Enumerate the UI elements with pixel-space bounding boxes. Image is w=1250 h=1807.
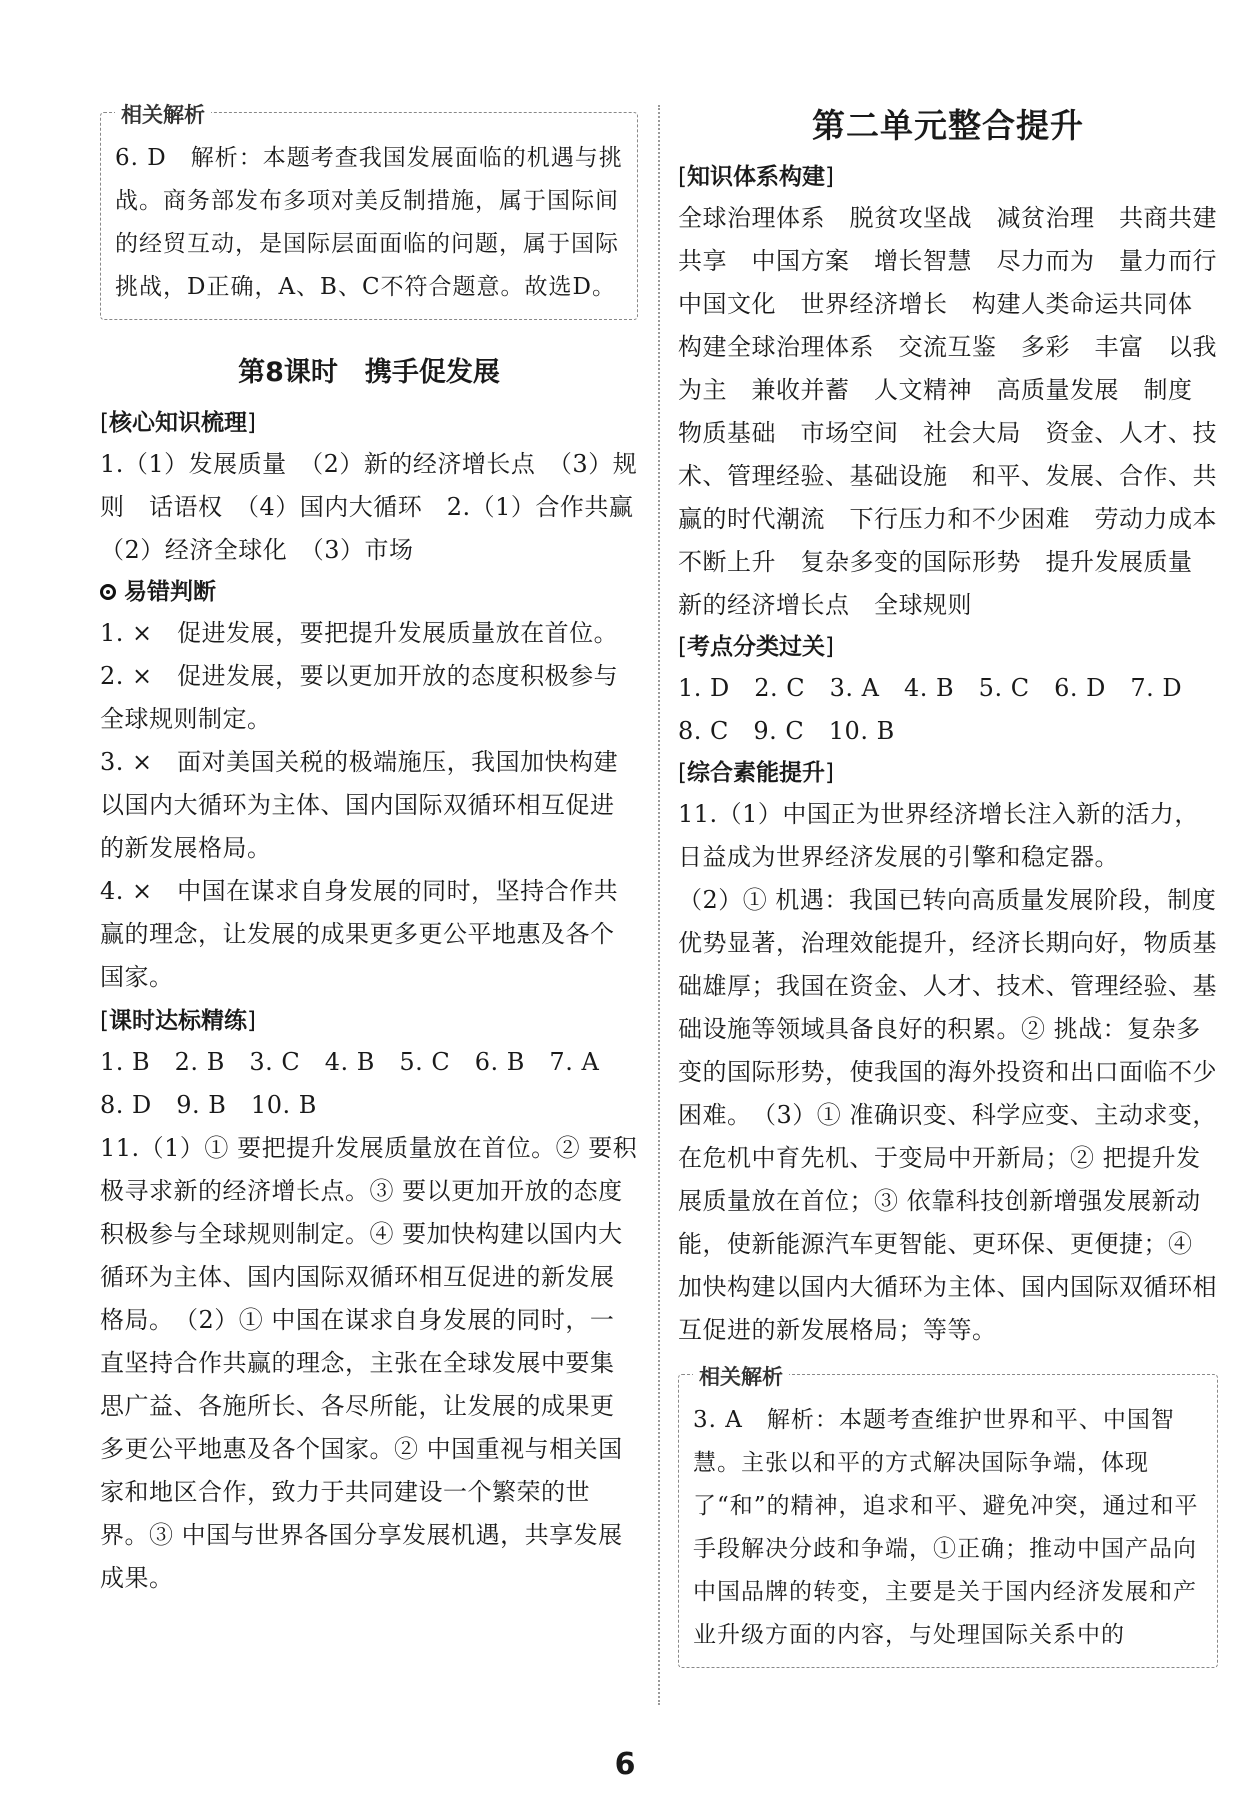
checkpoints-answers-line2: 8. C 9. C 10. B [678, 717, 895, 745]
checkpoints-heading: [ 考点分类过关 ] [678, 627, 1218, 667]
error-judge-label: 易错判断 [124, 579, 216, 605]
error-judge-item: 1. × 促进发展，要把提升发展质量放在首位。 [100, 619, 619, 647]
analysis-box-top [100, 103, 638, 320]
error-judge-item: 4. × 中国在谋求自身发展的同时，坚持合作共赢的理念，让发展的成果更多更公平地惠及各个国家。 [100, 877, 619, 991]
right-column [678, 100, 1242, 1668]
analysis-box-bottom [678, 1365, 1218, 1668]
page-number: 6 [614, 1747, 636, 1782]
practice-heading: [ 课时达标精练 ] [100, 1001, 638, 1041]
knowledge-system-keywords: 全球治理体系 脱贫攻坚战 减贫治理 共商共建共享 中国方案 增长智慧 尽力而为 量力而行 中国文化 世界经济增长 构建人类命运共同体 构建全球治理体系 交流互鉴 多彩 丰富 以我为主 兼收并蓄 人文精神 高质量发展 制度 物质基础 市场空间 社会大局 资金、人才、技术、管理经验、基础设施 和平、发展、合作、共赢的时代潮流 下行压力和不少困难 劳动力成本不断上升 复杂多变的国际形势 提升发展质量 新的经济增长点 全球规则 [678, 204, 1242, 619]
analysis-text: 3. A 解析：本题考查维护世界和平、中国智慧。主张以和平的方式解决国际争端，体现了“和”的精神，追求和平、避免冲突，通过和平手段解决分歧和争端，①正确；推动中国产品向中国品牌的转变，主要是关于国内经济发展和产业升级方面的内容，与处理国际关系中的 [693, 1407, 1199, 1648]
analysis-box-title: 相关解析 [693, 1361, 789, 1391]
error-judge-item: 2. × 促进发展，要以更加开放的态度积极参与全球规则制定。 [100, 662, 619, 733]
practice-q11-answer: 11.（1）① 要把提升发展质量放在首位。② 要积极寻求新的经济增长点。③ 要以更加开放的态度积极参与全球规则制定。④ 要加快构建以国内大循环为主体、国内国际双循环相互促进的新发展格局。 （2）① 中国在谋求自身发展的同时，一直坚持合作共赢的理念，主张在全球发展中要集思广益、各施所长、各尽所能，让发展的成果更多更公平地惠及各个国家。② 中国重视与相关国家和地区合作，致力于共同建设一个繁荣的世界。③ 中国与世界各国分享发展机遇，共享发展成果。 [100, 1134, 638, 1592]
column-divider [658, 105, 660, 1705]
checkpoints-answers-line1: 1. D 2. C 3. A 4. B 5. C 6. D 7. D [678, 674, 1183, 702]
analysis-text: 6. D 解析：本题考查我国发展面临的机遇与挑战。商务部发布多项对美反制措施，属于国际间的经贸互动，是国际层面面临的问题，属于国际挑战，D正确，A、B、C不符合题意。故选D。 [115, 145, 623, 300]
comprehensive-heading: [ 综合素能提升 ] [678, 753, 1218, 793]
practice-answers-line1: 1. B 2. B 3. C 4. B 5. C 6. B 7. A [100, 1048, 600, 1076]
analysis-box-title: 相关解析 [115, 99, 211, 129]
core-knowledge-answers: 1.（1）发展质量 （2）新的经济增长点 （3）规则 话语权 （4）国内大循环 2.（1）合作共赢 （2）经济全球化 （3）市场 [100, 450, 658, 564]
error-judge-item: 3. × 面对美国关税的极端施压，我国加快构建以国内大循环为主体、国内国际双循环相互促进的新发展格局。 [100, 748, 619, 862]
practice-answers-line2: 8. D 9. B 10. B [100, 1091, 317, 1119]
error-judge-heading [100, 572, 638, 612]
core-knowledge-heading: [ 核心知识梳理 ] [100, 403, 638, 443]
comprehensive-answer-1: 11.（1）中国正为世界经济增长注入新的活力，日益成为世界经济发展的引擎和稳定器。 [678, 800, 1199, 871]
unit-title: 第二单元整合提升 [812, 106, 1084, 145]
left-column [100, 100, 658, 1600]
target-icon [100, 584, 116, 600]
knowledge-system-heading: [ 知识体系构建 ] [678, 157, 1218, 197]
comprehensive-answer-2: （2）① 机遇：我国已转向高质量发展阶段，制度优势显著，治理效能提升，经济长期向好，物质基础雄厚；我国在资金、人才、技术、管理经验、基础设施等领域具备良好的积累。② 挑战：复杂多变的国际形势，使我国的海外投资和出口面临不少困难。 （3）① 准确识变、科学应变、主动求变，在危机中育先机、于变局中开新局；② 把提升发展质量放在首位；③ 依靠科技创新增强发展新动能，使新能源汽车更智能、更环保、更便捷；④ 加快构建以国内大循环为主体、国内国际双循环相互促进的新发展格局；等等。 [678, 886, 1217, 1344]
lesson-title: 第8课时 携手促发展 [238, 357, 500, 388]
